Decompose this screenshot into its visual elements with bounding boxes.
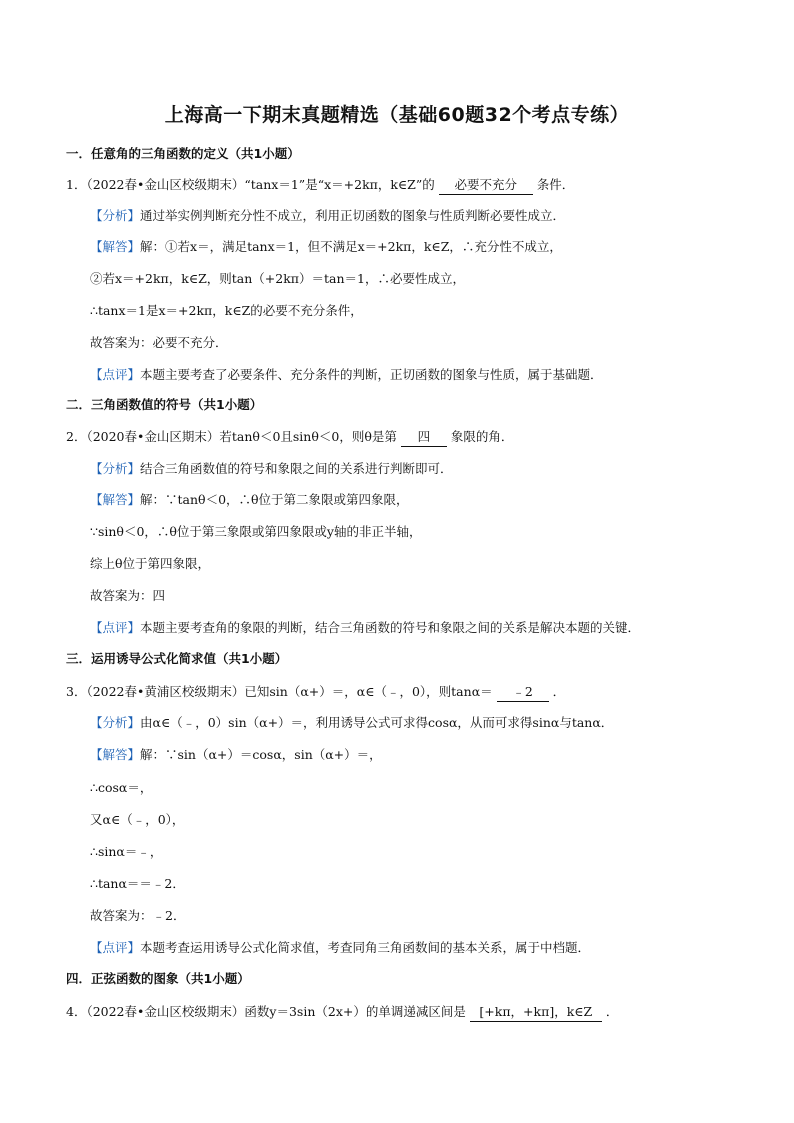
question-2-analysis	[90, 460, 794, 478]
analysis-text: 通过举实例判断充分性不成立，利用正切函数的图象与性质判断必要性成立．	[140, 208, 566, 223]
comment-text: 本题主要考查了必要条件、充分条件的判断，正切函数的图象与性质，属于基础题．	[140, 367, 603, 382]
comment-tag: 【点评】	[90, 367, 141, 382]
question-3-text: 3．（2022春•黄浦区校级期末）已知sin（α+）＝，α∈（﹣，0），则tanα＝	[66, 684, 493, 699]
question-3-answer-line-2: ∴cosα＝，	[90, 780, 153, 795]
question-3-suffix: ．	[552, 684, 566, 699]
question-3-comment	[90, 939, 794, 957]
page-title: 上海高一下期末真题精选（基础60题32个考点专练）	[164, 104, 630, 126]
section-heading-3: 三．运用诱导公式化简求值（共1小题）	[66, 651, 288, 666]
question-3-answer-blank: ﹣2	[497, 683, 549, 702]
question-3-answer-line-3: 又α∈（﹣，0），	[90, 812, 185, 827]
answer-text: 解：①若x＝，满足tanx＝1，但不满足x＝+2kπ，k∈Z，∴充分性不成立，	[140, 239, 562, 254]
question-3-answer-line-1	[90, 746, 794, 764]
question-3-stem	[66, 683, 794, 702]
comment-tag: 【点评】	[90, 620, 141, 635]
question-2-answer-line-4: 故答案为：四	[90, 588, 166, 603]
analysis-tag: 【分析】	[90, 461, 141, 476]
question-2-text: 2．（2020春•金山区期末）若tanθ＜0且sinθ＜0，则θ是第	[66, 429, 397, 444]
question-3-answer-line-6: 故答案为：﹣2．	[90, 908, 186, 923]
question-1-answer-line-4: 故答案为：必要不充分．	[90, 335, 228, 350]
section-heading-2: 二．三角函数值的符号（共1小题）	[66, 397, 263, 412]
question-1-text: 1．（2022春•金山区校级期末）“tanx＝1”是“x＝+2kπ，k∈Z”的	[66, 177, 435, 192]
question-4-suffix: ．	[605, 1004, 619, 1019]
question-1-answer-line-3: ∴tanx＝1是x＝+2kπ，k∈Z的必要不充分条件，	[90, 303, 363, 318]
analysis-text: 由α∈（﹣，0）sin（α+）＝，利用诱导公式可求得cosα，从而可求得sinα与tanα．	[140, 715, 614, 730]
question-4-text: 4．（2022春•金山区校级期末）函数y＝3sin（2x+）的单调递减区间是	[66, 1004, 466, 1019]
question-1-analysis	[90, 207, 794, 225]
question-2-answer-line-1	[90, 491, 794, 509]
comment-text: 本题主要考查角的象限的判断，结合三角函数的符号和象限之间的关系是解决本题的关键．	[140, 620, 641, 635]
analysis-tag: 【分析】	[90, 208, 141, 223]
question-3-answer-line-4: ∴sinα＝﹣，	[90, 844, 163, 859]
question-1-answer-blank: 必要不充分	[439, 176, 533, 195]
question-1-stem	[66, 176, 794, 195]
question-2-comment	[90, 619, 794, 637]
answer-tag: 【解答】	[90, 747, 141, 762]
question-4-stem	[66, 1003, 794, 1022]
comment-tag: 【点评】	[90, 940, 141, 955]
question-2-suffix: 象限的角．	[450, 429, 514, 444]
analysis-text: 结合三角函数值的符号和象限之间的关系进行判断即可．	[140, 461, 453, 476]
question-1-comment	[90, 366, 794, 384]
question-4-answer-blank: [+kπ，+kπ]，k∈Z	[470, 1003, 602, 1022]
answer-text: 解：∵sin（α+）＝cosα，sin（α+）＝，	[140, 747, 382, 762]
comment-text: 本题考查运用诱导公式化简求值，考查同角三角函数间的基本关系，属于中档题．	[140, 940, 591, 955]
question-3-answer-line-5: ∴tanα＝＝﹣2．	[90, 876, 185, 891]
analysis-tag: 【分析】	[90, 715, 141, 730]
question-1-answer-line-1	[90, 238, 794, 256]
question-3-analysis	[90, 714, 794, 732]
answer-tag: 【解答】	[90, 492, 141, 507]
section-heading-1: 一．任意角的三角函数的定义（共1小题）	[66, 146, 300, 161]
question-2-stem	[66, 428, 794, 447]
section-heading-4: 四．正弦函数的图象（共1小题）	[66, 971, 250, 986]
question-1-answer-line-2: ②若x＝+2kπ，k∈Z，则tan（+2kπ）＝tan＝1，∴必要性成立，	[90, 271, 466, 286]
question-2-answer-line-2: ∵sinθ＜0，∴θ位于第三象限或第四象限或y轴的非正半轴，	[90, 524, 422, 539]
question-1-suffix: 条件．	[536, 177, 575, 192]
answer-tag: 【解答】	[90, 239, 141, 254]
question-2-answer-blank: 四	[401, 428, 447, 447]
answer-text: 解：∵tanθ＜0，∴θ位于第二象限或第四象限，	[140, 492, 409, 507]
question-2-answer-line-3: 综上θ位于第四象限，	[90, 556, 211, 571]
